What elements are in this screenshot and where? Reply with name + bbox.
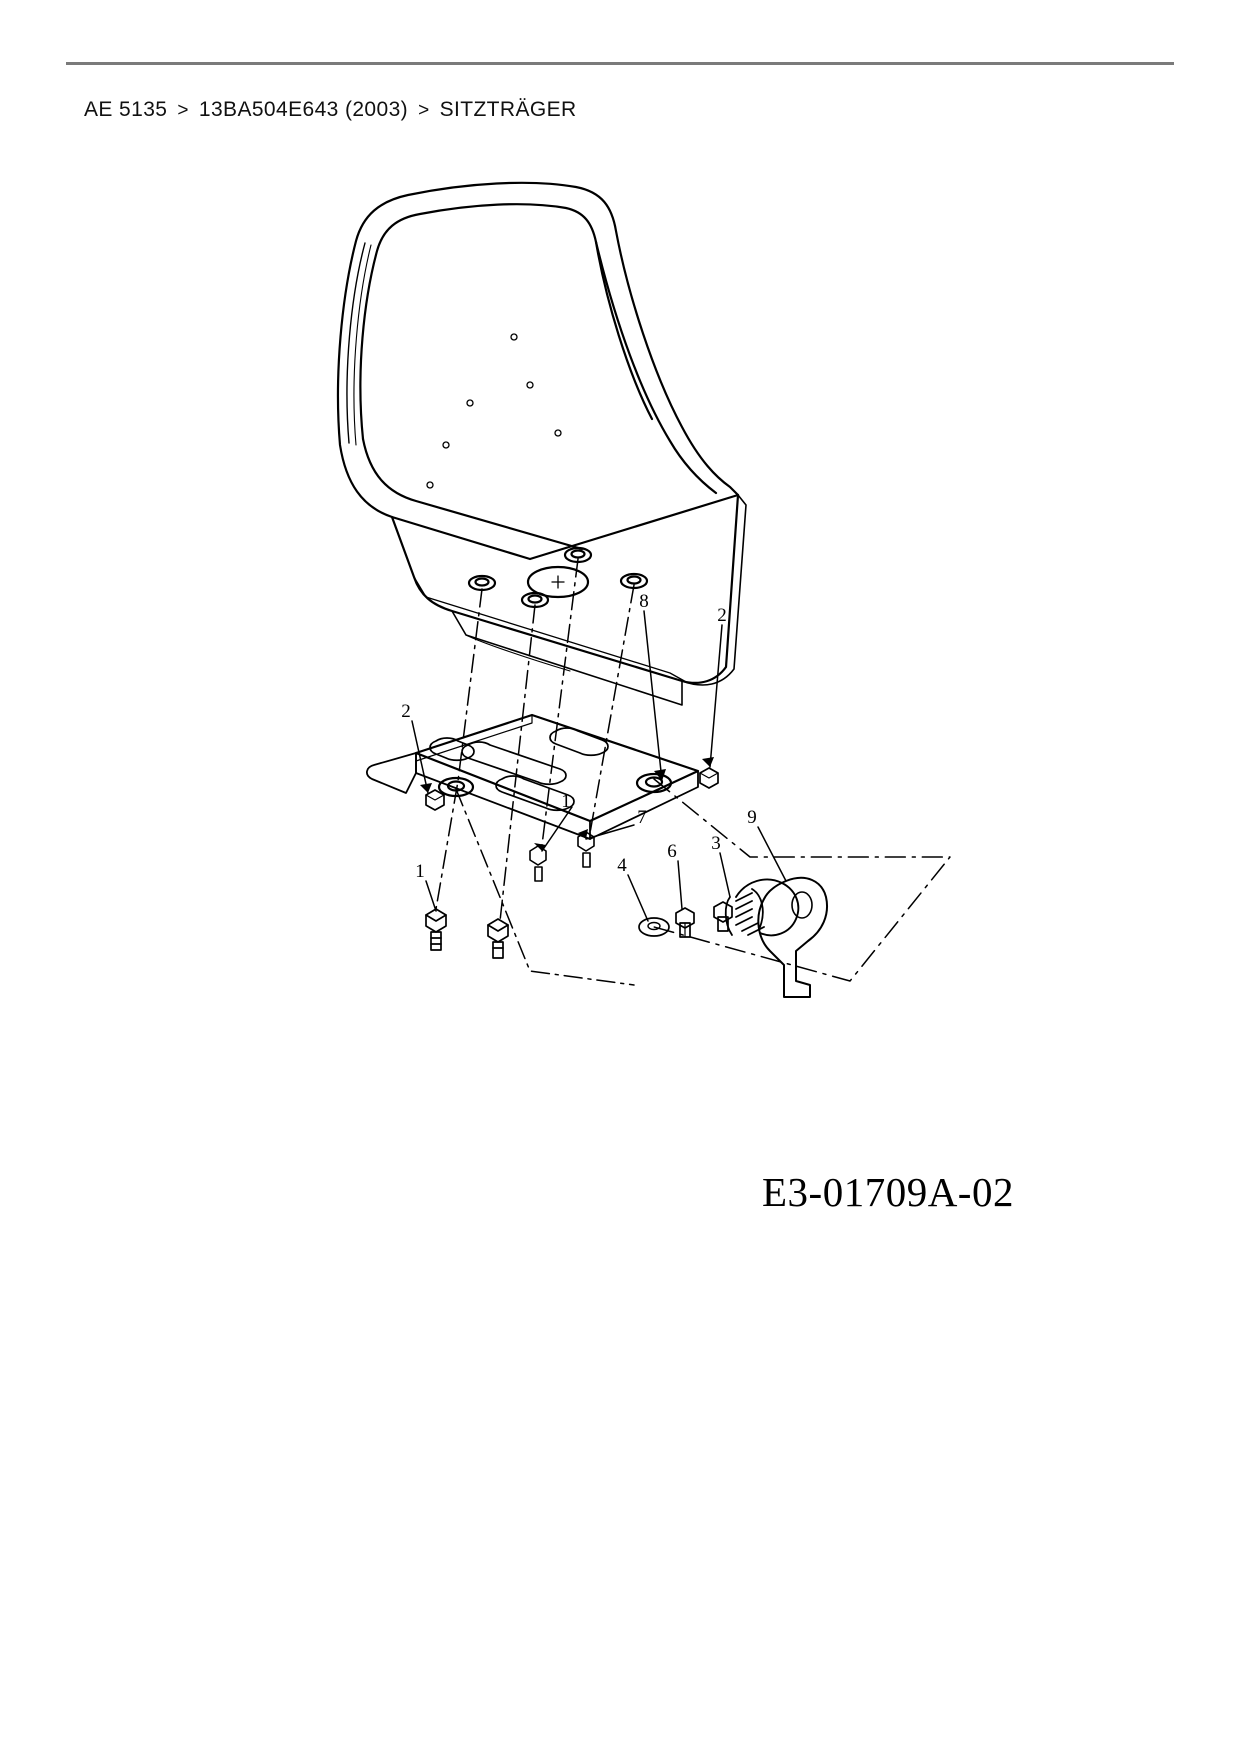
breadcrumb-section: SITZTRÄGER bbox=[439, 98, 577, 121]
callout-label: 1 bbox=[561, 791, 571, 812]
breadcrumb-separator-1: > bbox=[177, 100, 189, 121]
breadcrumb-model: AE 5135 bbox=[84, 98, 168, 121]
callout-label: 2 bbox=[401, 701, 411, 722]
callout-label: 9 bbox=[747, 807, 757, 828]
callout-label: 1 bbox=[415, 861, 425, 882]
callout-label: 4 bbox=[617, 855, 627, 876]
callout-label: 7 bbox=[637, 807, 647, 828]
header-divider bbox=[66, 62, 1174, 65]
breadcrumb-part-number: 13BA504E643 (2003) bbox=[198, 98, 409, 121]
callout-label: 3 bbox=[711, 833, 721, 854]
exploded-parts-diagram bbox=[230, 145, 1020, 1105]
callout-label: 2 bbox=[717, 605, 727, 626]
breadcrumb bbox=[84, 98, 577, 122]
callout-label: 6 bbox=[667, 841, 677, 862]
figure-code: E3-01709A-02 bbox=[762, 1169, 1014, 1215]
callout-label: 8 bbox=[639, 591, 649, 612]
breadcrumb-separator-2: > bbox=[418, 100, 430, 121]
